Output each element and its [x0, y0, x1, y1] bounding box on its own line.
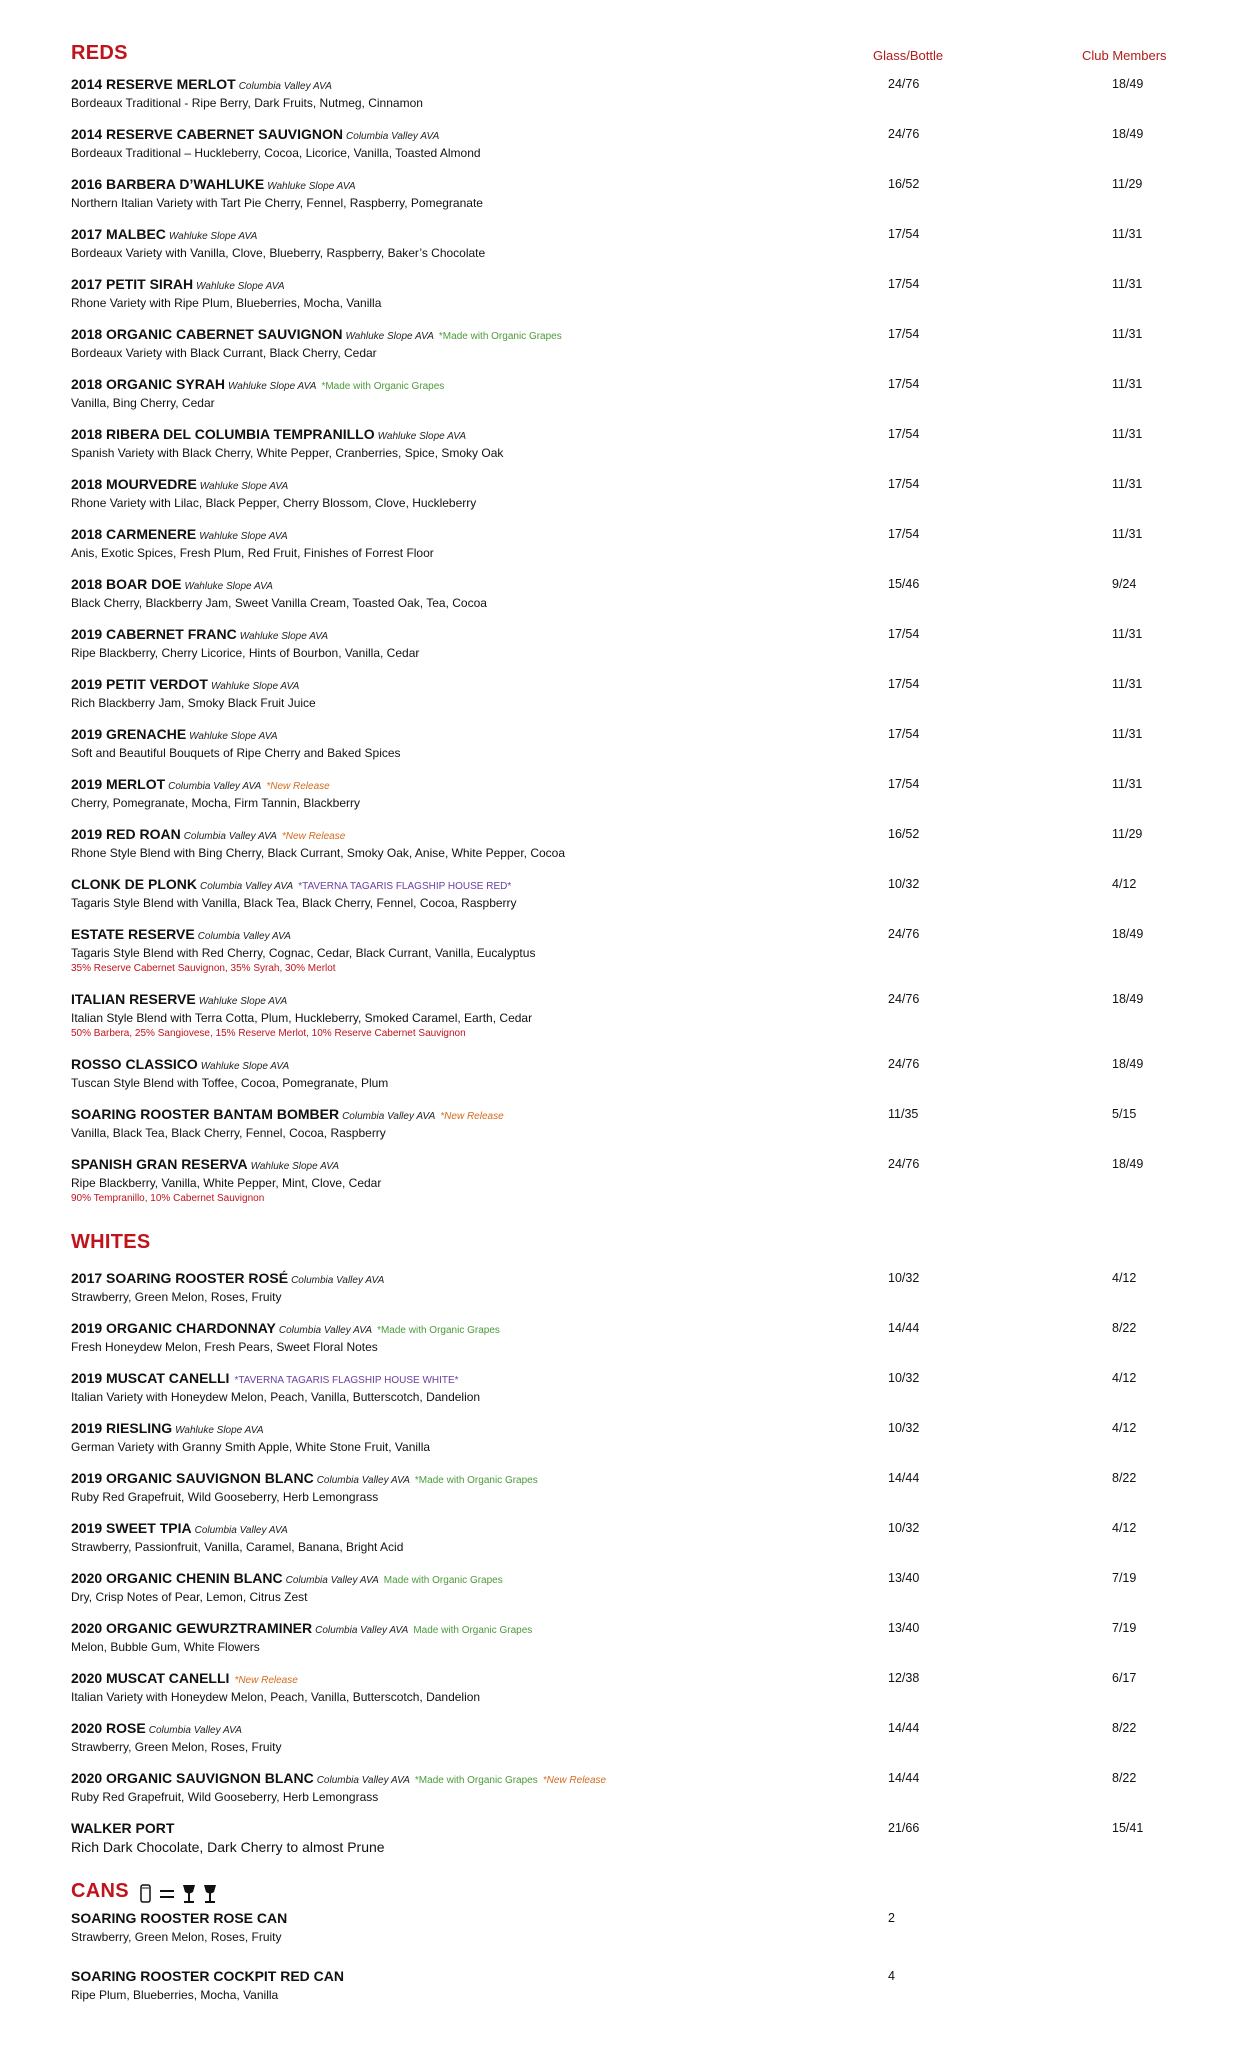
wine-item: [71, 1104, 1221, 1142]
wine-ava: Columbia Valley AVA: [342, 1111, 436, 1122]
glass-bottle-price: 14/44: [888, 1721, 920, 1735]
wine-description: Italian Style Blend with Terra Cotta, Plum, Huckleberry, Smoked Caramel, Earth, Cedar: [71, 1011, 533, 1025]
club-member-price: 8/22: [1112, 1471, 1137, 1485]
wine-title-line: [71, 1054, 1221, 1074]
club-member-price: 18/49: [1112, 1157, 1144, 1171]
glass-bottle-price: 17/54: [888, 227, 920, 241]
wine-item: [71, 124, 1221, 162]
reds-section-title: REDS: [71, 42, 128, 64]
club-member-price: 11/31: [1112, 527, 1143, 541]
glass-bottle-price: 17/54: [888, 627, 920, 641]
wine-description: Melon, Bubble Gum, White Flowers: [71, 1640, 260, 1654]
glass-bottle-price: 10/32: [888, 1371, 920, 1385]
cans-section-title: CANS: [71, 1880, 129, 1902]
wine-description: Rich Blackberry Jam, Smoky Black Fruit Juice: [71, 696, 316, 710]
wine-title-line: [71, 1154, 1221, 1174]
wine-item: [71, 724, 1221, 762]
wine-item: [71, 1418, 1221, 1456]
wine-note: *TAVERNA TAGARIS FLAGSHIP HOUSE RED*: [298, 881, 512, 892]
wine-name: 2019 ORGANIC CHARDONNAY: [71, 1320, 276, 1336]
wine-note: *New Release: [266, 781, 330, 792]
club-member-price: 4/12: [1112, 1521, 1137, 1535]
club-member-price: 11/31: [1112, 327, 1143, 341]
wine-item: [71, 824, 1221, 862]
glass-bottle-price: 17/54: [888, 327, 920, 341]
wine-description: Bordeaux Variety with Vanilla, Clove, Blueberry, Raspberry, Baker’s Chocolate: [71, 246, 486, 260]
wine-description: Northern Italian Variety with Tart Pie Cherry, Fennel, Raspberry, Pomegranate: [71, 196, 483, 210]
wine-ava: Wahluke Slope AVA: [168, 231, 258, 242]
glass-bottle-price: 17/54: [888, 777, 920, 791]
wine-blend: 90% Tempranillo, 10% Cabernet Sauvignon: [71, 1193, 265, 1204]
glass-bottle-price: 13/40: [888, 1621, 920, 1635]
wine-name: 2018 ORGANIC SYRAH: [71, 376, 226, 392]
wine-name: SOARING ROOSTER ROSE CAN: [71, 1910, 288, 1926]
glass-bottle-price: 24/76: [888, 992, 920, 1006]
glass-bottle-price: 17/54: [888, 277, 920, 291]
glass-bottle-price: 10/32: [888, 1521, 920, 1535]
club-member-price: 9/24: [1112, 577, 1137, 591]
club-member-price: 8/22: [1112, 1321, 1137, 1335]
wine-description: Italian Variety with Honeydew Melon, Peach, Vanilla, Butterscotch, Dandelion: [71, 1690, 481, 1704]
wine-description: Tuscan Style Blend with Toffee, Cocoa, Pomegranate, Plum: [71, 1076, 389, 1090]
wine-note: *New Release: [440, 1111, 504, 1122]
equals-icon: [160, 1891, 174, 1897]
wine-item: [71, 274, 1221, 312]
wine-glass-icon: [204, 1885, 216, 1902]
wine-name: 2017 SOARING ROOSTER ROSÉ: [71, 1270, 289, 1286]
wine-ava: Wahluke Slope AVA: [196, 281, 285, 292]
club-member-price: 11/31: [1112, 427, 1143, 441]
wine-ava: Wahluke Slope AVA: [267, 181, 356, 192]
club-member-price: 11/31: [1112, 277, 1143, 291]
wine-description: Tagaris Style Blend with Red Cherry, Cognac, Cedar, Black Currant, Vanilla, Eucalyptus: [71, 946, 536, 960]
glass-bottle-price: 10/32: [888, 877, 920, 891]
wine-name: 2014 RESERVE CABERNET SAUVIGNON: [71, 126, 344, 142]
wine-ava: Columbia Valley AVA: [285, 1575, 379, 1586]
club-member-price: 5/15: [1112, 1107, 1137, 1121]
wine-name: 2017 PETIT SIRAH: [71, 276, 194, 292]
wine-ava: Columbia Valley AVA: [316, 1475, 410, 1486]
wine-name: SPANISH GRAN RESERVA: [71, 1156, 248, 1172]
wine-description: Vanilla, Bing Cherry, Cedar: [71, 396, 215, 410]
club-member-price: 11/31: [1112, 377, 1143, 391]
wine-item: [71, 474, 1221, 512]
wine-name: 2018 BOAR DOE: [71, 576, 182, 592]
wine-note: *Made with Organic Grapes: [377, 1325, 500, 1336]
wine-description: Bordeaux Traditional - Ripe Berry, Dark Fruits, Nutmeg, Cinnamon: [71, 96, 423, 110]
wine-ava: Wahluke Slope AVA: [228, 381, 317, 392]
wine-item: [71, 1268, 1221, 1306]
wine-description: German Variety with Granny Smith Apple, White Stone Fruit, Vanilla: [71, 1440, 431, 1454]
club-member-price: 18/49: [1112, 992, 1144, 1006]
club-member-price: 4/12: [1112, 1421, 1137, 1435]
wine-blend: 50% Barbera, 25% Sangiovese, 15% Reserve Merlot, 10% Reserve Cabernet Sauvignon: [71, 1028, 466, 1039]
club-member-price: 7/19: [1112, 1571, 1137, 1585]
wine-name: 2019 GRENACHE: [71, 726, 187, 742]
wine-item: [71, 989, 1221, 1040]
club-member-price: 11/29: [1112, 177, 1143, 191]
wine-description: Ruby Red Grapefruit, Wild Gooseberry, Herb Lemongrass: [71, 1790, 379, 1804]
glass-bottle-price: 11/35: [888, 1107, 919, 1121]
wine-item: [71, 74, 1221, 112]
wine-name: SOARING ROOSTER BANTAM BOMBER: [71, 1106, 340, 1122]
wine-title-line: [71, 924, 1221, 944]
wine-item: [71, 574, 1221, 612]
glass-bottle-price: 21/66: [888, 1821, 920, 1835]
wine-name: 2019 RED ROAN: [71, 826, 181, 842]
wine-item: [71, 774, 1221, 812]
club-member-price: 15/41: [1112, 1821, 1144, 1835]
wine-name: 2020 ORGANIC SAUVIGNON BLANC: [71, 1770, 314, 1786]
wine-ava: Columbia Valley AVA: [148, 1725, 242, 1736]
wine-name: 2019 RIESLING: [71, 1420, 173, 1436]
wine-name: 2019 MERLOT: [71, 776, 166, 792]
wine-note: Made with Organic Grapes: [413, 1625, 533, 1636]
wine-name: 2019 PETIT VERDOT: [71, 676, 208, 692]
wine-item: [71, 1718, 1221, 1756]
glass-bottle-price: 24/76: [888, 77, 920, 91]
wine-title-line: [71, 1104, 1221, 1124]
wine-ava: Columbia Valley AVA: [315, 1625, 409, 1636]
wine-title-line: [71, 624, 1221, 644]
wine-title-line: [71, 1368, 1221, 1388]
wine-item: [71, 1818, 1221, 1856]
wine-glass-icon: [183, 1885, 195, 1902]
wine-title-line: [71, 1908, 1221, 1928]
can-icon: [141, 1885, 150, 1902]
wine-title-line: [71, 989, 1221, 1009]
glass-bottle-price: 16/52: [888, 827, 920, 841]
wine-description: Strawberry, Green Melon, Roses, Fruity: [71, 1930, 282, 1944]
wine-item: [71, 224, 1221, 262]
wine-title-line: [71, 874, 1221, 894]
wine-title-line: [71, 574, 1221, 594]
wine-title-line: [71, 1668, 1221, 1688]
wine-title-line: [71, 724, 1221, 744]
wine-name: CLONK DE PLONK: [71, 876, 197, 892]
wine-item: [71, 924, 1221, 975]
wine-name: 2020 ROSE: [71, 1720, 146, 1736]
wine-title-line: [71, 474, 1221, 494]
wine-ava: Wahluke Slope AVA: [198, 996, 288, 1007]
wine-ava: Wahluke Slope AVA: [184, 581, 273, 592]
wine-description: Strawberry, Green Melon, Roses, Fruity: [71, 1290, 282, 1304]
wine-item: [71, 174, 1221, 212]
wine-item: [71, 874, 1221, 912]
glass-bottle-price: 15/46: [888, 577, 920, 591]
wine-name: 2020 ORGANIC GEWURZTRAMINER: [71, 1620, 313, 1636]
wine-ava: Columbia Valley AVA: [183, 831, 277, 842]
wine-title-line: [71, 424, 1221, 444]
wine-description: Tagaris Style Blend with Vanilla, Black Tea, Black Cherry, Fennel, Cocoa, Raspberry: [71, 896, 517, 910]
wine-ava: Wahluke Slope AVA: [250, 1161, 339, 1172]
wine-name: SOARING ROOSTER COCKPIT RED CAN: [71, 1968, 345, 1984]
wine-item: [71, 1668, 1221, 1706]
wine-description: Rhone Style Blend with Bing Cherry, Black Currant, Smoky Oak, Anise, White Pepper, Cocoa: [71, 846, 566, 860]
wine-ava: Wahluke Slope AVA: [175, 1425, 264, 1436]
wine-title-line: [71, 1718, 1221, 1738]
wine-name: 2018 ORGANIC CABERNET SAUVIGNON: [71, 326, 343, 342]
wine-description: Ripe Plum, Blueberries, Mocha, Vanilla: [71, 1988, 279, 2002]
wine-ava: Columbia Valley AVA: [278, 1325, 373, 1336]
wine-note: *Made with Organic Grapes: [414, 1775, 538, 1786]
wine-description: Fresh Honeydew Melon, Fresh Pears, Sweet Floral Notes: [71, 1340, 378, 1354]
club-member-price: 11/31: [1112, 727, 1143, 741]
wine-item: [71, 1618, 1221, 1656]
wine-name: ITALIAN RESERVE: [71, 991, 196, 1007]
wine-name: 2018 RIBERA DEL COLUMBIA TEMPRANILLO: [71, 426, 375, 442]
wine-description: Ripe Blackberry, Cherry Licorice, Hints of Bourbon, Vanilla, Cedar: [71, 646, 420, 660]
wine-item: [71, 1468, 1221, 1506]
wine-ava: Wahluke Slope AVA: [345, 331, 434, 342]
wine-ava: Wahluke Slope AVA: [189, 731, 278, 742]
club-member-price: 11/31: [1112, 227, 1143, 241]
wine-description: Vanilla, Black Tea, Black Cherry, Fennel, Cocoa, Raspberry: [71, 1126, 386, 1140]
wine-item: [71, 424, 1221, 462]
wine-name: 2018 CARMENERE: [71, 526, 197, 542]
wine-title-line: [71, 1418, 1221, 1438]
wine-ava: Wahluke Slope AVA: [199, 481, 289, 492]
wine-title-line: [71, 324, 1221, 344]
whites-section-title: WHITES: [71, 1231, 151, 1253]
wine-item: [71, 1368, 1221, 1406]
wine-title-line: [71, 1618, 1221, 1638]
wine-item: [71, 374, 1221, 412]
club-member-price: 4/12: [1112, 1371, 1137, 1385]
wine-item: [71, 324, 1221, 362]
glass-bottle-price: 24/76: [888, 127, 920, 141]
wine-name: 2020 ORGANIC CHENIN BLANC: [71, 1570, 283, 1586]
club-member-price: 8/22: [1112, 1771, 1137, 1785]
wine-ava: Wahluke Slope AVA: [377, 431, 467, 442]
wine-title-line: [71, 774, 1221, 794]
glass-bottle-price: 12/38: [888, 1671, 920, 1685]
wine-title-line: [71, 1518, 1221, 1538]
wine-name: 2014 RESERVE MERLOT: [71, 76, 236, 92]
glass-bottle-header: Glass/Bottle: [873, 48, 944, 63]
wine-title-line: [71, 1568, 1221, 1588]
wine-description: Rhone Variety with Ripe Plum, Blueberries, Mocha, Vanilla: [71, 296, 382, 310]
wine-title-line: [71, 674, 1221, 694]
wine-title-line: [71, 124, 1221, 144]
wine-description: Bordeaux Traditional – Huckleberry, Cocoa, Licorice, Vanilla, Toasted Almond: [71, 146, 481, 160]
wine-description: Bordeaux Variety with Black Currant, Black Cherry, Cedar: [71, 346, 377, 360]
club-members-header: Club Members: [1082, 48, 1167, 63]
club-member-price: 18/49: [1112, 927, 1144, 941]
wine-item: [71, 1966, 1221, 2004]
club-member-price: 11/31: [1112, 777, 1143, 791]
glass-bottle-price: 10/32: [888, 1421, 920, 1435]
wine-item: [71, 1768, 1221, 1806]
club-member-price: 4/12: [1112, 877, 1137, 891]
wine-description: Rhone Variety with Lilac, Black Pepper, Cherry Blossom, Clove, Huckleberry: [71, 496, 477, 510]
glass-bottle-price: 24/76: [888, 927, 920, 941]
glass-bottle-price: 17/54: [888, 727, 920, 741]
wine-ava: Columbia Valley AVA: [291, 1275, 385, 1286]
club-member-price: 11/29: [1112, 827, 1143, 841]
wine-title-line: [71, 224, 1221, 244]
glass-bottle-price: 13/40: [888, 1571, 920, 1585]
wine-name: ROSSO CLASSICO: [71, 1056, 198, 1072]
wine-title-line: [71, 374, 1221, 394]
wine-title-line: [71, 174, 1221, 194]
club-member-price: 11/31: [1112, 627, 1143, 641]
wine-title-line: [71, 1818, 1221, 1838]
glass-bottle-price: 17/54: [888, 427, 920, 441]
wine-ava: Columbia Valley AVA: [200, 881, 294, 892]
wine-ava: Columbia Valley AVA: [168, 781, 262, 792]
glass-bottle-price: 16/52: [888, 177, 920, 191]
wine-name: 2018 MOURVEDRE: [71, 476, 197, 492]
can-equals-glasses-icon: [138, 1882, 230, 1906]
wine-title-line: [71, 274, 1221, 294]
wine-description: Spanish Variety with Black Cherry, White Pepper, Cranberries, Spice, Smoky Oak: [71, 446, 504, 460]
wine-ava: Wahluke Slope AVA: [210, 681, 300, 692]
wine-name: 2016 BARBERA D’WAHLUKE: [71, 176, 265, 192]
wine-blend: 35% Reserve Cabernet Sauvignon, 35% Syrah, 30% Merlot: [71, 963, 336, 974]
glass-bottle-price: 14/44: [888, 1471, 920, 1485]
club-member-price: 18/49: [1112, 127, 1144, 141]
wine-title-line: [71, 1966, 1221, 1986]
wine-description: Ruby Red Grapefruit, Wild Gooseberry, Herb Lemongrass: [71, 1490, 379, 1504]
wine-note: *New Release: [542, 1775, 607, 1786]
club-member-price: 11/31: [1112, 677, 1143, 691]
wine-item: [71, 1318, 1221, 1356]
wine-title-line: [71, 74, 1221, 94]
wine-ava: Columbia Valley AVA: [346, 131, 440, 142]
wine-note: *TAVERNA TAGARIS FLAGSHIP HOUSE WHITE*: [234, 1375, 459, 1386]
glass-bottle-price: 10/32: [888, 1271, 920, 1285]
wine-description: Anis, Exotic Spices, Fresh Plum, Red Fruit, Finishes of Forrest Floor: [71, 546, 434, 560]
wine-title-line: [71, 1318, 1221, 1338]
wine-item: [71, 1908, 1221, 1946]
wine-note: *Made with Organic Grapes: [414, 1475, 538, 1486]
wine-description: Strawberry, Passionfruit, Vanilla, Caramel, Banana, Bright Acid: [71, 1540, 404, 1554]
glass-bottle-price: 17/54: [888, 677, 920, 691]
glass-bottle-price: 4: [888, 1969, 895, 1983]
wine-note: *New Release: [281, 831, 346, 842]
wine-ava: Columbia Valley AVA: [197, 931, 291, 942]
glass-bottle-price: 17/54: [888, 527, 920, 541]
glass-bottle-price: 2: [888, 1911, 895, 1925]
glass-bottle-price: 14/44: [888, 1321, 920, 1335]
wine-ava: Wahluke Slope AVA: [239, 631, 329, 642]
wine-name: 2019 CABERNET FRANC: [71, 626, 237, 642]
wine-item: [71, 674, 1221, 712]
wine-ava: Wahluke Slope AVA: [199, 531, 288, 542]
club-member-price: 8/22: [1112, 1721, 1137, 1735]
wine-name: ESTATE RESERVE: [71, 926, 195, 942]
wine-title-line: [71, 1268, 1221, 1288]
wine-description: Soft and Beautiful Bouquets of Ripe Cherry and Baked Spices: [71, 746, 401, 760]
club-member-price: 4/12: [1112, 1271, 1137, 1285]
wine-ava: Columbia Valley AVA: [238, 81, 332, 92]
wine-title-line: [71, 524, 1221, 544]
wine-note: Made with Organic Grapes: [383, 1575, 503, 1586]
wine-item: [71, 1568, 1221, 1606]
wine-description: Ripe Blackberry, Vanilla, White Pepper, Mint, Clove, Cedar: [71, 1176, 382, 1190]
wine-description: Cherry, Pomegranate, Mocha, Firm Tannin, Blackberry: [71, 796, 361, 810]
wine-description: Rich Dark Chocolate, Dark Cherry to almost Prune: [71, 1839, 385, 1855]
wine-item: [71, 1154, 1221, 1205]
club-member-price: 18/49: [1112, 77, 1144, 91]
wine-name: 2019 ORGANIC SAUVIGNON BLANC: [71, 1470, 314, 1486]
wine-description: Strawberry, Green Melon, Roses, Fruity: [71, 1740, 282, 1754]
club-member-price: 7/19: [1112, 1621, 1137, 1635]
club-member-price: 6/17: [1112, 1671, 1137, 1685]
glass-bottle-price: 24/76: [888, 1057, 920, 1071]
wine-ava: Columbia Valley AVA: [316, 1775, 410, 1786]
wine-note: *New Release: [234, 1675, 298, 1686]
wine-item: [71, 624, 1221, 662]
wine-name: 2019 MUSCAT CANELLI: [71, 1370, 230, 1386]
club-member-price: 11/31: [1112, 477, 1143, 491]
wine-note: *Made with Organic Grapes: [321, 381, 445, 392]
club-member-price: 18/49: [1112, 1057, 1144, 1071]
wine-description: Dry, Crisp Notes of Pear, Lemon, Citrus Zest: [71, 1590, 308, 1604]
wine-name: 2017 MALBEC: [71, 226, 166, 242]
glass-bottle-price: 17/54: [888, 477, 920, 491]
wine-note: *Made with Organic Grapes: [438, 331, 562, 342]
glass-bottle-price: 14/44: [888, 1771, 920, 1785]
wine-ava: Columbia Valley AVA: [194, 1525, 288, 1536]
wine-name: 2019 SWEET TPIA: [71, 1520, 192, 1536]
wine-title-line: [71, 1768, 1221, 1788]
wine-title-line: [71, 1468, 1221, 1488]
wine-ava: Wahluke Slope AVA: [200, 1061, 290, 1072]
wine-description: Black Cherry, Blackberry Jam, Sweet Vanilla Cream, Toasted Oak, Tea, Cocoa: [71, 596, 487, 610]
wine-item: [71, 1518, 1221, 1556]
wine-item: [71, 1054, 1221, 1092]
glass-bottle-price: 24/76: [888, 1157, 920, 1171]
wine-item: [71, 524, 1221, 562]
wine-description: Italian Variety with Honeydew Melon, Peach, Vanilla, Butterscotch, Dandelion: [71, 1390, 481, 1404]
wine-name: WALKER PORT: [71, 1820, 175, 1836]
glass-bottle-price: 17/54: [888, 377, 920, 391]
wine-name: 2020 MUSCAT CANELLI: [71, 1670, 230, 1686]
wine-title-line: [71, 824, 1221, 844]
